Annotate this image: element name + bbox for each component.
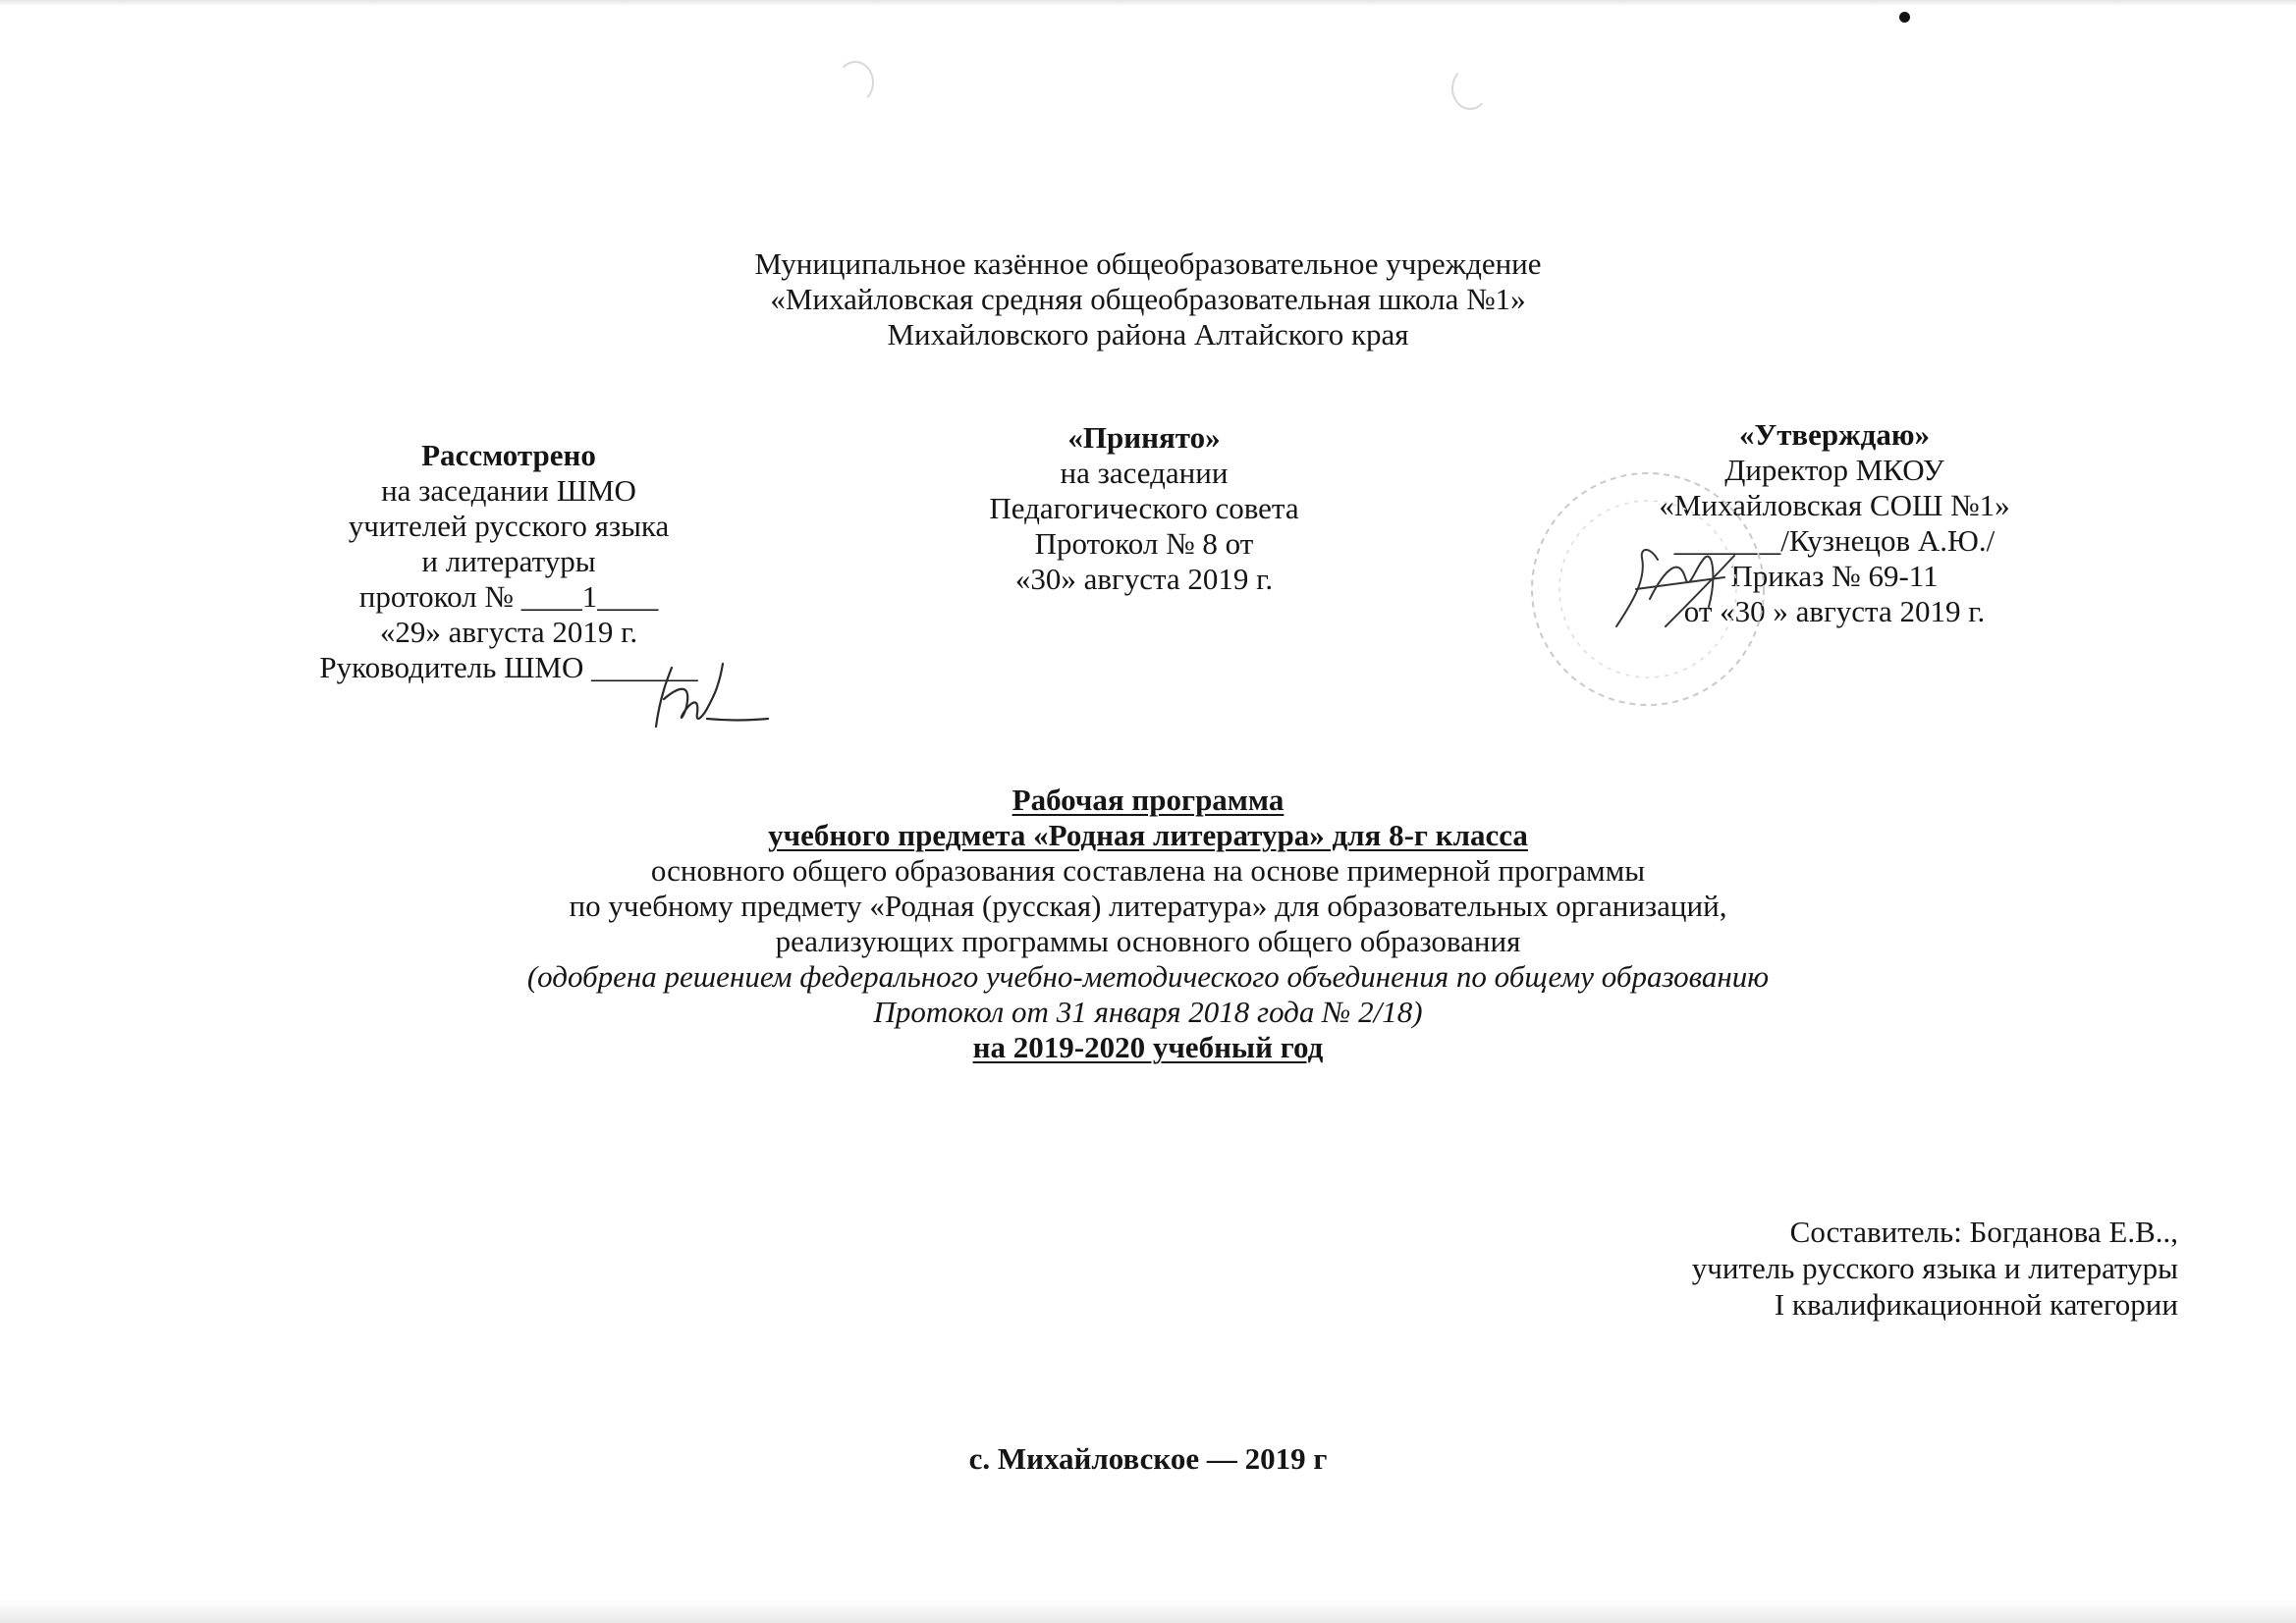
author-name: Составитель: Богданова Е.В.., (1789, 1215, 2178, 1249)
protocol-date: «29» августа 2019 г. (379, 615, 638, 649)
school-name: «Михайловская средняя общеобразовательная школа №1» (770, 282, 1526, 316)
author-position: учитель русского языка и литературы (1691, 1251, 2178, 1285)
author-block (1692, 1214, 2178, 1323)
approval-accepted-line: Педагогического совета (989, 491, 1299, 525)
program-description: по учебному предмету «Родная (русская) литература» для образовательных организаций, (569, 889, 1727, 923)
stamp-mark (1520, 461, 1776, 717)
scan-speck (1899, 12, 1910, 23)
approval-accepted-date: «30» августа 2019 г. (1014, 562, 1274, 596)
approval-considered (214, 438, 803, 685)
author-category: I квалификационной категории (1774, 1287, 2178, 1322)
place-year: с. Михайловское — 2019 г (968, 1441, 1328, 1476)
approval-accepted (849, 420, 1439, 597)
approval-approved-title: «Утверждаю» (1738, 417, 1931, 452)
scan-edge-bottom (0, 1599, 2296, 1623)
order-number: Приказ № 69-11 (1730, 559, 1939, 593)
scan-edge-top (0, 0, 2296, 6)
program-description: реализующих программы основного общего образования (775, 924, 1521, 958)
approval-accepted-line: на заседании (1060, 456, 1229, 490)
approval-considered-line: и литературы (421, 544, 596, 578)
approval-considered-line: учителей русского языка (348, 509, 670, 543)
place-year-footer (0, 1440, 2296, 1478)
institution-name: Муниципальное казённое общеобразовательное учреждение (754, 246, 1542, 281)
approval-accepted-line: Протокол № 8 от (1034, 526, 1254, 561)
program-title: Рабочая программа (1011, 783, 1285, 817)
school-region: Михайловского района Алтайского края (887, 317, 1409, 352)
approval-considered-title: Рассмотрено (421, 438, 596, 472)
approval-considered-line: на заседании ШМО (381, 473, 636, 508)
order-date: от «30 » августа 2019 г. (1683, 594, 1986, 628)
program-approval-note: (одобрена решением федерального учебно-методического объединения по общему образованию (526, 959, 1770, 994)
program-protocol-note: Протокол от 31 января 2018 года № 2/18) (873, 995, 1423, 1029)
approval-accepted-title: «Принято» (1067, 420, 1221, 455)
protocol-number: протокол № ____1____ (358, 579, 659, 614)
institution-header (0, 246, 2296, 352)
program-description: основного общего образования составлена на основе примерной программы (650, 853, 1646, 888)
program-subject: учебного предмета «Родная литература» для 8-г класса (768, 818, 1528, 852)
director-title: Директор МКОУ (1724, 453, 1944, 487)
punch-hole-mark (1451, 67, 1489, 110)
school-short-name: «Михайловская СОШ №1» (1659, 488, 2010, 522)
head-signature-line: Руководитель ШМО _______ (319, 650, 698, 684)
punch-hole-mark (837, 61, 874, 104)
program-school-year: на 2019-2020 учебный год (972, 1030, 1324, 1064)
program-title-block (0, 783, 2296, 1065)
director-signature-line: _______/Кузнецов А.Ю./ (1673, 523, 1995, 558)
